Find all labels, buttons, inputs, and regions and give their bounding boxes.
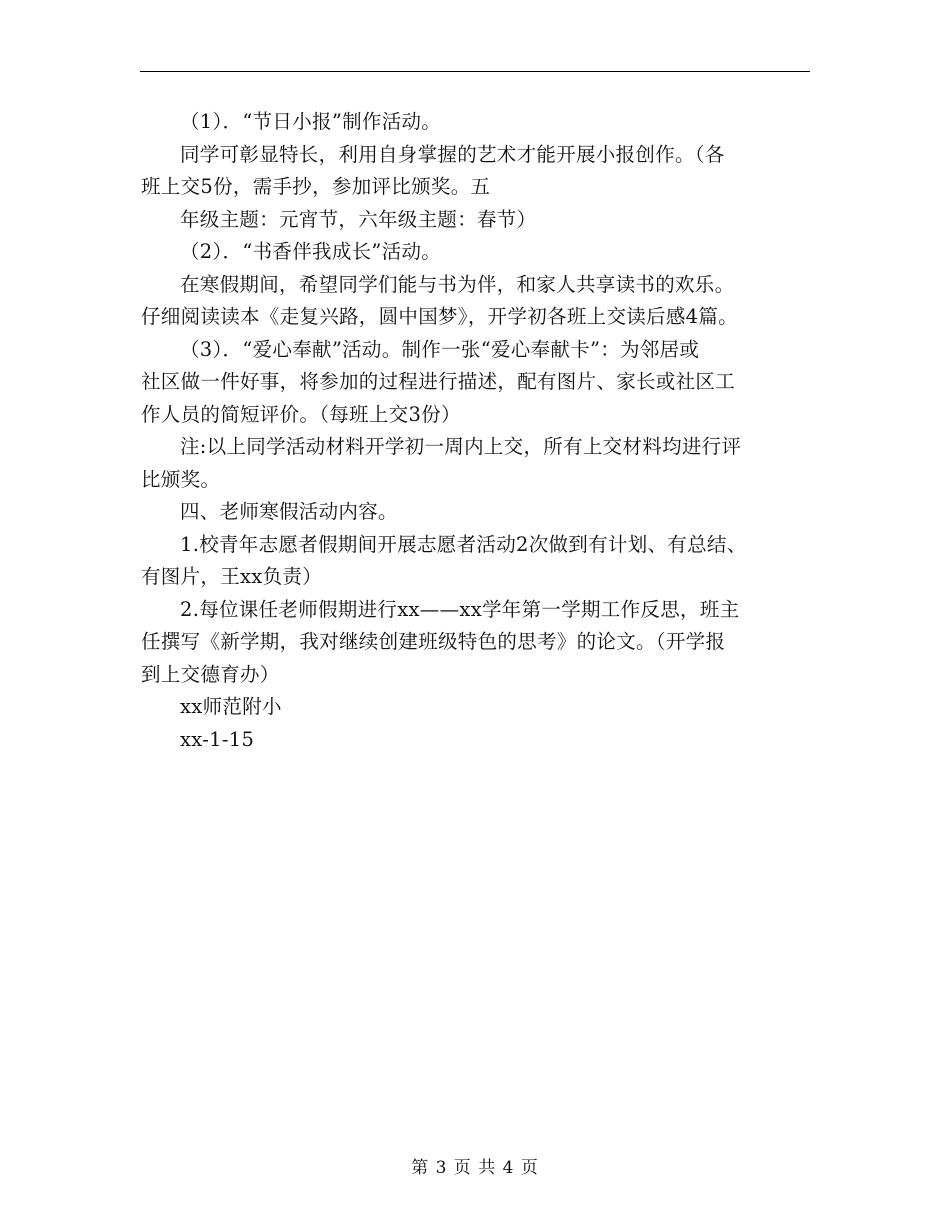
item-3-paragraph — [141, 334, 811, 432]
text-line: 社区做一件好事，将参加的过程进行描述，配有图片、家长或社区工 — [141, 370, 736, 393]
text-line: （1）．“节日小报”制作活动。 — [180, 110, 442, 133]
item-1-description — [141, 139, 811, 237]
text-line: 仔细阅读读本《走复兴路，圆中国梦》，开学初各班上交读后感4篇。 — [141, 305, 738, 328]
item-2-description — [141, 269, 811, 334]
text-line: 有图片，王xx负责） — [141, 565, 322, 588]
teacher-item-2 — [141, 594, 811, 692]
page-footer: 第 3 页 共 4 页 — [411, 1158, 539, 1178]
text-line: （2）．“书香伴我成长”活动。 — [180, 240, 442, 263]
text-line: 任撰写《新学期，我对继续创建班级特色的思考》的论文。（开学报 — [141, 630, 726, 653]
teacher-item-1 — [141, 529, 811, 594]
text-line: 在寒假期间，希望同学们能与书为伴，和家人共享读书的欢乐。 — [180, 272, 735, 296]
text-line: 比颁奖。 — [141, 467, 221, 491]
text-line: xx师范附小 — [180, 695, 282, 718]
note-paragraph — [141, 431, 811, 496]
signature-school — [141, 691, 811, 724]
text-line: 年级主题：元宵节，六年级主题：春节） — [180, 207, 537, 231]
text-line: 同学可彰显特长，利用自身掌握的艺术才能开展小报创作。（各 — [180, 142, 725, 166]
item-1-heading — [141, 106, 811, 139]
text-line: 四、老师寒假活动内容。 — [180, 500, 398, 523]
text-line: 2.每位课任老师假期进行xx——xx学年第一学期工作反思，班主 — [180, 597, 740, 621]
text-line: 注:以上同学活动材料开学初一周内上交，所有上交材料均进行评 — [180, 435, 742, 458]
document-body — [141, 106, 811, 756]
header-rule — [140, 71, 810, 72]
text-line: （3）．“爱心奉献”活动。制作一张“爱心奉献卡”：为邻居或 — [180, 337, 700, 361]
item-2-heading — [141, 236, 811, 269]
text-line: 作人员的简短评价。（每班上交3份） — [141, 402, 461, 426]
text-line: 1.校青年志愿者假期间开展志愿者活动2次做到有计划、有总结、 — [180, 532, 747, 556]
text-line: 班上交5份，需手抄，参加评比颁奖。五 — [141, 175, 491, 198]
text-line: xx-1-15 — [180, 727, 255, 751]
text-line: 到上交德育办） — [141, 662, 280, 686]
signature-date — [141, 724, 811, 757]
section-four-heading — [141, 496, 811, 529]
